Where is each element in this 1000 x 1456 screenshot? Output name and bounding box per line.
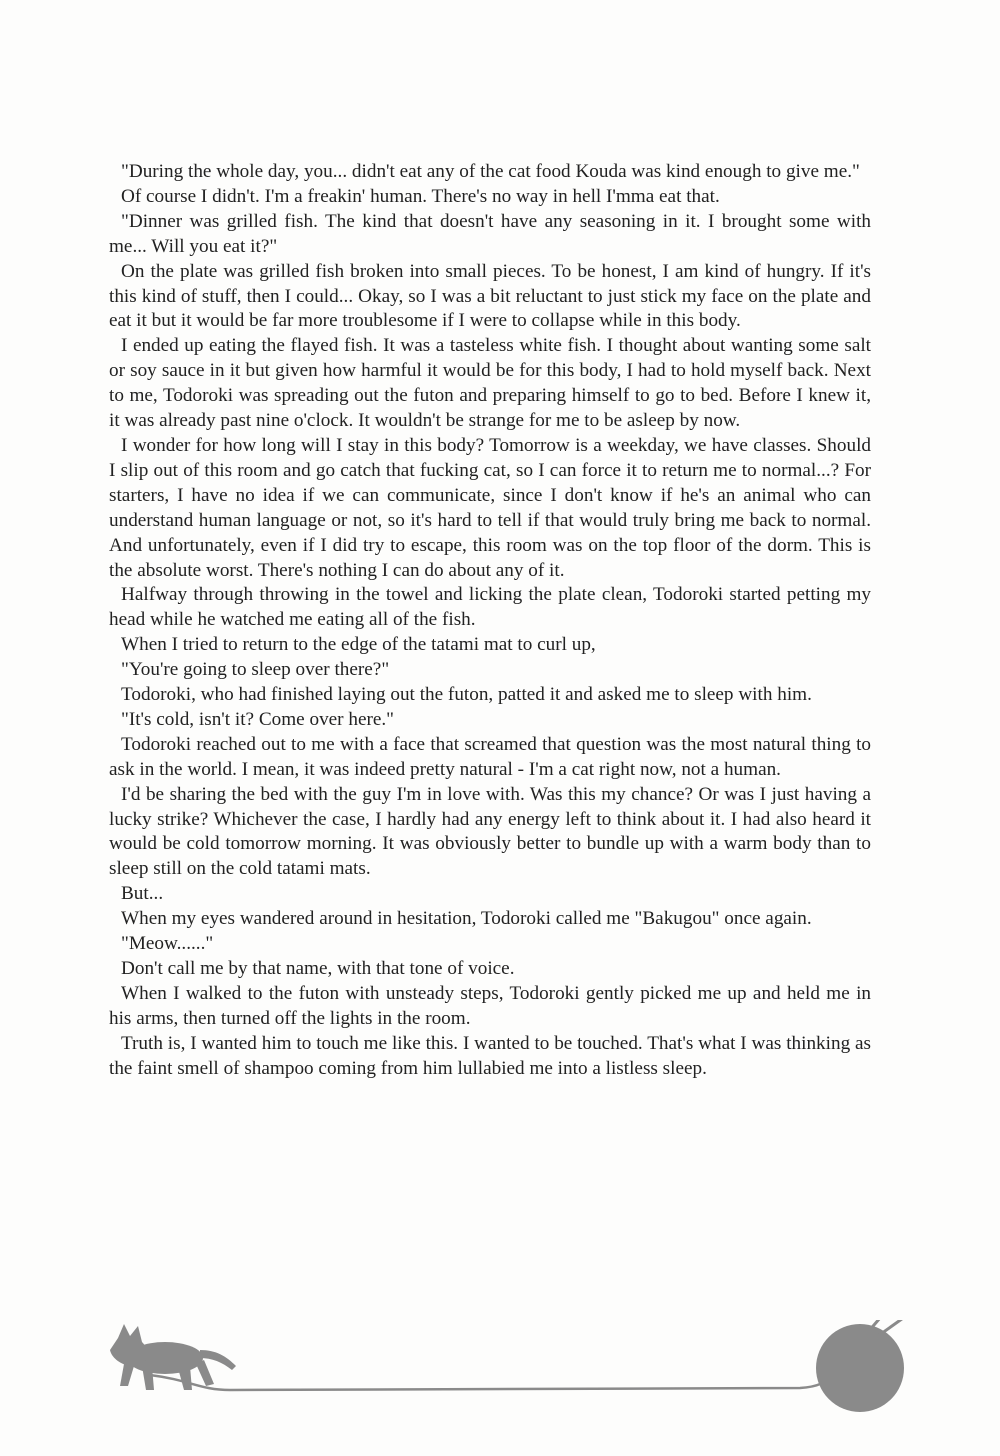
paragraph: Todoroki, who had finished laying out the futon, patted it and asked me to sleep with him. <box>121 684 812 706</box>
paragraph: I'd be sharing the bed with the guy I'm in love with. Was this my chance? Or was I just having a lucky strike? Whichever the case, I hardly had any energy left to think about it. I had also heard it would be cold tomorrow morning. It was obviously better to bundle up with a warm body than to sleep still on the cold tatami mats. <box>109 783 871 880</box>
paragraph: "Meow......" <box>121 933 214 955</box>
paragraph: When I tried to return to the edge of the tatami mat to curl up, <box>121 634 596 656</box>
paragraph: Don't call me by that name, with that tone of voice. <box>121 958 515 979</box>
paragraph: When I walked to the futon with unsteady steps, Todoroki gently picked me up and held me in his arms, then turned off the lights in the room. <box>109 982 871 1029</box>
body-text <box>109 160 871 1082</box>
paragraph: Halfway through throwing in the towel and licking the plate clean, Todoroki started petting my head while he watched me eating all of the fish. <box>109 584 871 631</box>
footer-decoration <box>0 1320 1000 1430</box>
paragraph: When my eyes wandered around in hesitation, Todoroki called me "Bakugou" once again. <box>121 908 812 930</box>
paragraph: Todoroki reached out to me with a face that screamed that question was the most natural thing to ask in the world. I mean, it was indeed pretty natural - I'm a cat right now, not a human. <box>109 733 871 780</box>
paragraph: I ended up eating the flayed fish. It was a tasteless white fish. I thought about wanting some salt or soy sauce in it but given how harmful it would be for this body, I had to hold myself back. Next to me, Todoroki was spreading out the futon and preparing himself to go to bed. Before I knew it, it was already past nine o'clock. It wouldn't be strange for me to be asleep by now. <box>109 335 871 432</box>
paragraph: But... <box>121 883 164 905</box>
yarn-ball-icon <box>816 1320 906 1412</box>
paragraph: "During the whole day, you... didn't eat any of the cat food Kouda was kind enough to give me." <box>121 161 860 182</box>
paragraph: Of course I didn't. I'm a freakin' human. There's no way in hell I'mma eat that. <box>121 185 720 207</box>
yarn-string-line <box>150 1372 835 1390</box>
paragraph: "Dinner was grilled fish. The kind that doesn't have any seasoning in it. I brought some with me... Will you eat it?" <box>109 210 871 257</box>
paragraph: Truth is, I wanted him to touch me like this. I wanted to be touched. That's what I was thinking as the faint smell of shampoo coming from him lullabied me into a listless sleep. <box>109 1032 871 1079</box>
paragraph: "You're going to sleep over there?" <box>121 659 390 681</box>
paragraph: I wonder for how long will I stay in this body? Tomorrow is a weekday, we have classes. Should I slip out of this room and go catch that fucking cat, so I can force it to return me to normal...? For starters, I have no idea if we can communicate, since I don't know if he's an animal who can understand human language or not, so it's hard to tell if that would truly bring me back to normal. And unfortunately, even if I did try to escape, this room was on the top floor of the dorm. This is the absolute worst. There's nothing I can do about any of it. <box>109 434 871 581</box>
paragraph: "It's cold, isn't it? Come over here." <box>121 708 395 730</box>
paragraph: On the plate was grilled fish broken into small pieces. To be honest, I am kind of hungry. If it's this kind of stuff, then I could... Okay, so I was a bit reluctant to just stick my face on the plate and eat it but it would be far more troublesome if I were to collapse while in this body. <box>109 260 871 332</box>
